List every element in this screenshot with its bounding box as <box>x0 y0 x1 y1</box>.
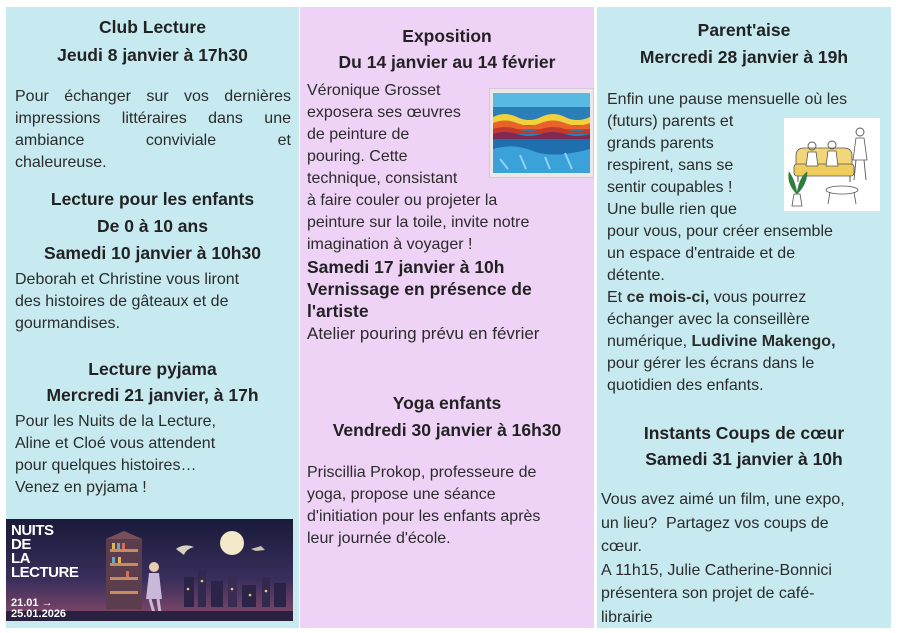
lecture-enfants-description: Deborah et Christine vous liront des histoires de gâteaux et de gourmandises. <box>15 271 240 332</box>
yoga-description: Priscillia Prokop, professeure de yoga, propose une séance d'initiation pour les enfants après leur journée d'école. <box>307 464 541 547</box>
club-lecture-description: Pour échanger sur vos dernières impressions littéraires dans une ambiance conviviale et chaleureuse. <box>15 88 291 171</box>
column-middle <box>300 7 594 628</box>
vernissage-info: Vernissage en présence de l'artiste <box>307 279 532 321</box>
club-lecture-date: Jeudi 8 janvier à 17h30 <box>57 45 248 65</box>
yoga-date: Vendredi 30 janvier à 16h30 <box>332 420 562 440</box>
club-lecture-title: Club Lecture <box>99 17 206 37</box>
family-illustration <box>784 118 880 211</box>
lecture-enfants-title: Lecture pour les enfants <box>50 189 255 209</box>
parentaise-intro: Enfin une pause mensuelle où les <box>607 91 848 108</box>
coups-de-coeur-description: Vous avez aimé un film, une expo, un lieu? Partagez vos coups de cœur. A 11h15, Julie Catherine-Bonnici présentera son projet de café- librairie <box>601 491 845 626</box>
nuits-lecture-poster <box>6 519 293 621</box>
exposition-description-bottom: à faire couler ou projeter la peinture sur la toile, invite notre imagination à voyager ! <box>307 192 530 253</box>
parentaise-conseillere: Et ce mois-ci, vous pourrez échanger avec la conseillère numérique, Ludivine Makengo, pour gérer les écrans dans le quotidien des enfants. <box>607 289 836 394</box>
lecture-pyjama-description: Pour les Nuits de la Lecture, Aline et Cloé vous attendent pour quelques histoires… Venez en pyjama ! <box>15 413 216 496</box>
parentaise-description-bottom: pour vous, pour créer ensemble un espace d'entraide et de détente. <box>607 223 833 284</box>
column-left <box>6 7 299 628</box>
painting-illustration <box>490 89 593 177</box>
coups-de-coeur-title: Instants Coups de cœur <box>643 423 845 443</box>
lecture-enfants-age: De 0 à 10 ans <box>97 216 208 236</box>
poster-title: NUITS DE LA LECTURE <box>11 522 79 581</box>
parentaise-description-top: (futurs) parents et grands parents respirent, sans se sentir coupables ! Une bulle rien que <box>607 113 737 218</box>
exposition-description-top: Véronique Grosset exposera ses œuvres de peinture de pouring. Cette technique, consistant <box>307 82 461 187</box>
parentaise-title: Parent'aise <box>697 20 791 40</box>
coups-de-coeur-date: Samedi 31 janvier à 10h <box>645 449 843 469</box>
lecture-pyjama-title: Lecture pyjama <box>88 359 217 379</box>
exposition-title: Exposition <box>402 26 492 46</box>
parentaise-date: Mercredi 28 janvier à 19h <box>639 47 849 67</box>
vernissage-date: Samedi 17 janvier à 10h <box>307 257 505 277</box>
yoga-title: Yoga enfants <box>392 393 502 413</box>
parents-sofa-illustration <box>784 118 880 211</box>
poster-dates: 21.01 → 25.01.2026 <box>11 597 67 620</box>
lecture-enfants-date: Samedi 10 janvier à 10h30 <box>44 243 261 263</box>
exposition-date: Du 14 janvier au 14 février <box>338 52 556 72</box>
column-right <box>597 7 891 628</box>
pouring-painting-image <box>489 88 594 178</box>
lecture-pyjama-date: Mercredi 21 janvier, à 17h <box>46 385 259 405</box>
atelier-pouring: Atelier pouring prévu en février <box>307 324 540 343</box>
